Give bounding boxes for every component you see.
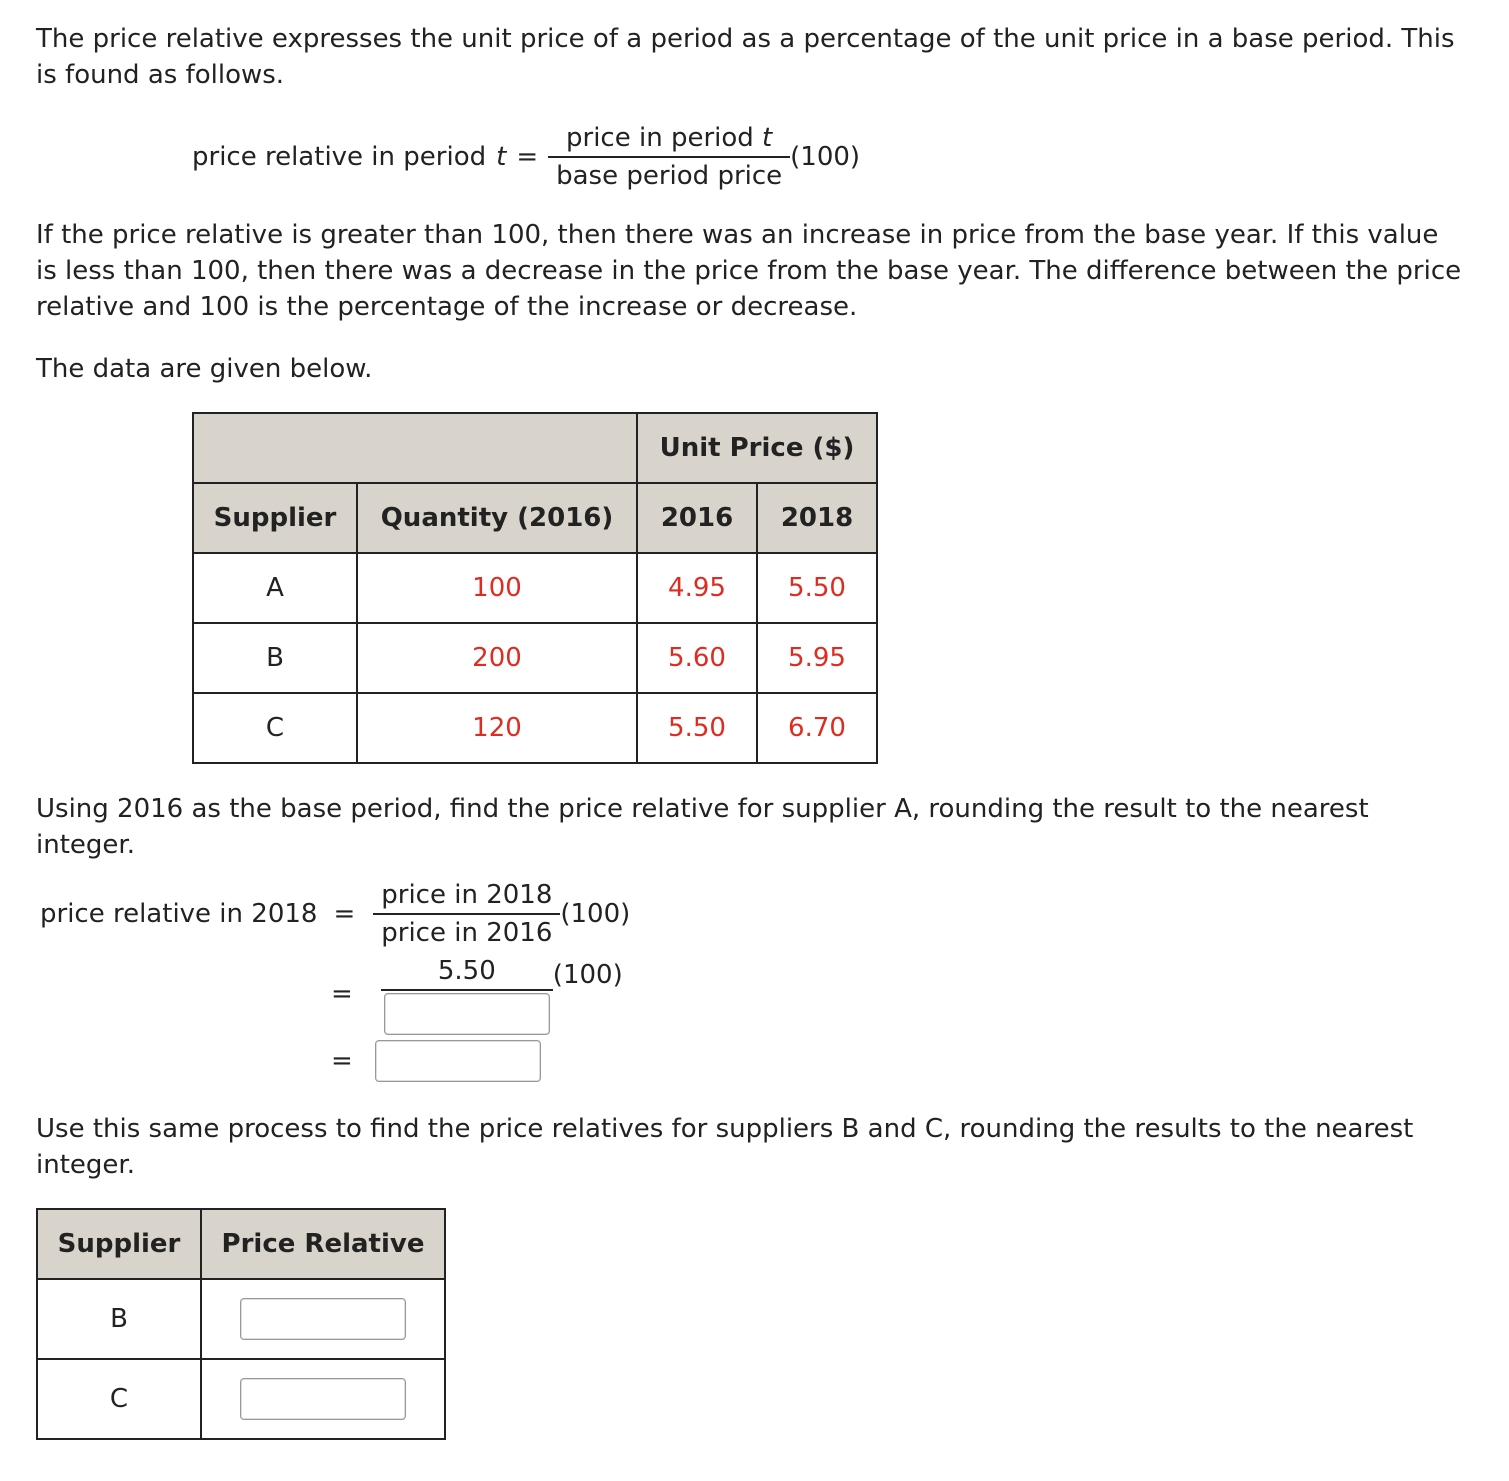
formula-equals: = (516, 142, 539, 172)
price-relative-input-c[interactable] (240, 1378, 406, 1420)
table-row (37, 1279, 445, 1359)
question-bc-line-1: Use this same process to find the price relatives for suppliers B and C, rounding the results to the nearest (36, 1114, 1414, 1144)
price-2018-cell: 5.50 (757, 553, 877, 623)
supplier-cell: B (193, 623, 357, 693)
price-2016-cell: 5.50 (637, 693, 757, 763)
question-bc-line-2: integer. (36, 1150, 135, 1180)
work-equals-3: = (331, 1046, 353, 1076)
work-numerator: price in 2018 (373, 877, 560, 915)
quantity-cell: 120 (357, 693, 637, 763)
formula-variable: t (496, 142, 507, 172)
intro-line-2: is found as follows. (36, 60, 285, 90)
empty-header-cell (193, 413, 637, 483)
price-2018-cell: 6.70 (757, 693, 877, 763)
answer-supplier-cell: B (37, 1279, 201, 1359)
price-2016-cell: 5.60 (637, 623, 757, 693)
data-intro: The data are given below. (36, 354, 373, 384)
formula-denominator: base period price (556, 161, 783, 191)
work-formula-row-1 (40, 873, 630, 955)
price-2018-cell: 5.95 (757, 623, 877, 693)
work-formula-row-3 (331, 1040, 541, 1082)
answer-col-supplier-header: Supplier (37, 1209, 201, 1279)
explanation-line-1: If the price relative is greater than 100, then there was an increase in price from the base year. If this value (36, 220, 1439, 250)
table-row (37, 1359, 445, 1439)
step2-denominator-input[interactable] (384, 993, 550, 1035)
price-2016-cell: 4.95 (637, 553, 757, 623)
col-quantity-header: Quantity (2016) (357, 483, 637, 553)
question-a-line-1: Using 2016 as the base period, find the price relative for supplier A, rounding the result to the nearest (36, 794, 1369, 824)
col-2016-header: 2016 (637, 483, 757, 553)
work-formula-row-2 (331, 953, 623, 1035)
work-denominator: price in 2016 (381, 918, 553, 948)
col-2018-header: 2018 (757, 483, 877, 553)
table-row (193, 623, 877, 693)
step2-numerator: 5.50 (381, 953, 553, 991)
work-fraction (373, 877, 560, 951)
supplier-cell: C (193, 693, 357, 763)
formula-lhs: price relative in period (192, 142, 487, 172)
intro-line-1: The price relative expresses the unit price of a period as a percentage of the unit price in a base period. This (36, 24, 1455, 54)
work-equals-2: = (331, 979, 353, 1009)
col-supplier-header: Supplier (193, 483, 357, 553)
answer-col-price-relative-header: Price Relative (201, 1209, 445, 1279)
work-equals-1: = (333, 899, 356, 929)
supplier-a-result-input[interactable] (375, 1040, 541, 1082)
price-data-table (192, 412, 878, 764)
formula-fraction (548, 120, 790, 194)
explanation-line-3: relative and 100 is the percentage of the increase or decrease. (36, 292, 858, 322)
work-lhs: price relative in 2018 (40, 899, 318, 929)
unit-price-header: Unit Price ($) (637, 413, 877, 483)
explanation-paragraph (36, 217, 1486, 325)
quantity-cell: 200 (357, 623, 637, 693)
step2-fraction (381, 953, 553, 1035)
answer-table (36, 1208, 446, 1440)
supplier-cell: A (193, 553, 357, 623)
explanation-line-2: is less than 100, then there was a decrease in the price from the base year. The difference between the price (36, 256, 1462, 286)
intro-paragraph (36, 21, 1486, 93)
formula-multiplier: (100) (790, 142, 861, 172)
definition-formula (192, 116, 860, 198)
table-row (193, 693, 877, 763)
question-a-line-2: integer. (36, 830, 135, 860)
price-relative-input-b[interactable] (240, 1298, 406, 1340)
table-row (193, 553, 877, 623)
step2-multiplier: (100) (552, 960, 623, 990)
answer-supplier-cell: C (37, 1359, 201, 1439)
formula-numerator: price in period t (548, 120, 790, 158)
quantity-cell: 100 (357, 553, 637, 623)
question-supplier-a (36, 791, 1486, 863)
question-suppliers-b-c (36, 1111, 1486, 1183)
work-multiplier: (100) (560, 899, 631, 929)
